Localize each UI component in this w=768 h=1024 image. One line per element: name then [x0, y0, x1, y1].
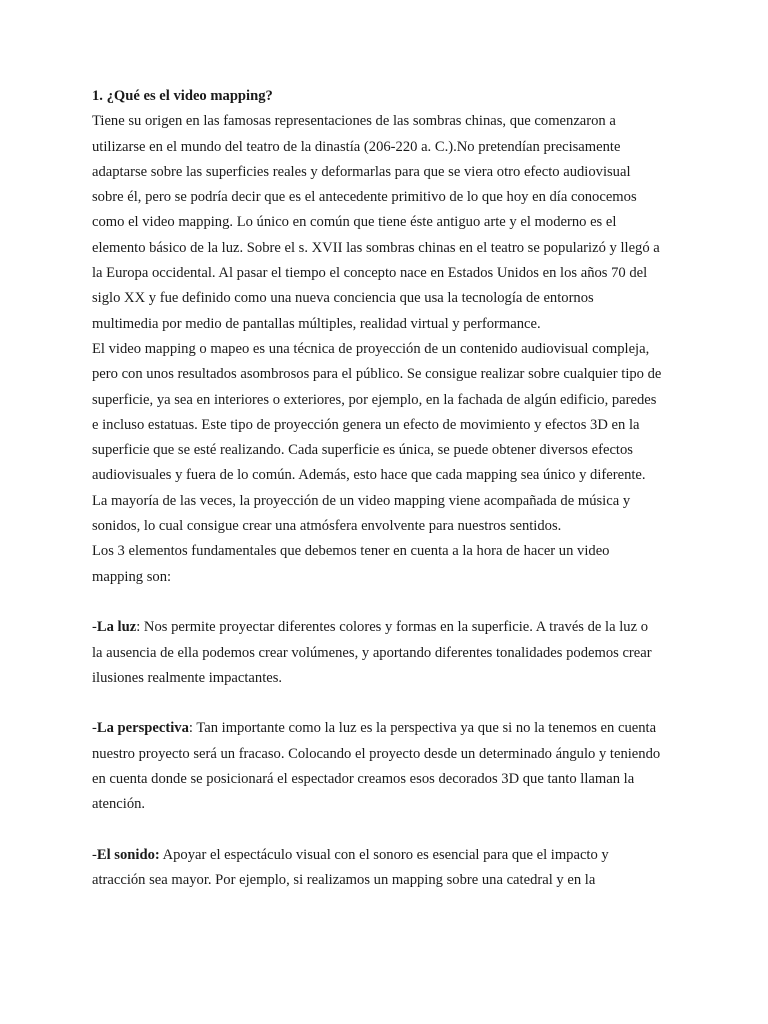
spacer — [92, 691, 662, 716]
paragraph-origin: Tiene su origen en las famosas representaciones de las sombras chinas, que comenzaron a utilizarse en el mundo del teatro de la dinastía (206-220 a. C.).No pretendían precisamente adaptarse sobre las superficies reales y deformarlas para que se viera otro efecto audiovisual sobre él, pero se podría decir que es el antecedente primitivo de lo que hoy en día conocemos como el video mapping. Lo único en común que tiene éste antiguo arte y el moderno es el elemento básico de la luz. Sobre el s. XVII las sombras chinas en el teatro se popularizó y llegó a la Europa occidental. Al pasar el tiempo el concepto nace en Estados Unidos en los años 70 del siglo XX y fue definido como una nueva conciencia que usa la tecnología de entornos multimedia por medio de pantallas múltiples, realidad virtual y performance. — [92, 113, 660, 332]
spacer — [92, 590, 662, 615]
element-text: : Nos permite proyectar diferentes colores y formas en la superficie. A través de la luz o la ausencia de ella podemos crear volúmenes, y aportando diferentes tonalidades podemos crear ilusiones realmente impactantes. — [92, 619, 652, 686]
element-text: Apoyar el espectáculo visual con el sonoro es esencial para que el impacto y atracción sea mayor. Por ejemplo, si realizamos un mapping sobre una catedral y en la — [92, 846, 609, 889]
paragraph-definition: El video mapping o mapeo es una técnica de proyección de un contenido audiovisual compleja, pero con unos resultados asombrosos para el público. Se consigue realizar sobre cualquier tipo de superficie, ya sea en interiores o exteriores, por ejemplo, en la fachada de algún edificio, paredes e incluso estatuas. Este tipo de proyección genera un efecto de movimiento y efectos 3D en la superficie que se esté realizando. Cada superficie es única, se puede obtener diversos efectos audiovisuales y fuera de lo común. Además, esto hace que cada mapping sea único y diferente. — [92, 340, 662, 484]
element-term: La perspectiva — [96, 720, 189, 737]
section-heading: 1. ¿Qué es el video mapping? — [92, 88, 273, 104]
element-sound — [92, 843, 662, 894]
element-term: El sonido: — [96, 846, 160, 863]
paragraph-elements-intro: Los 3 elementos fundamentales que debemos tener en cuenta a la hora de hacer un video mapping son: — [92, 543, 610, 585]
element-perspective — [92, 716, 662, 817]
element-light — [92, 615, 662, 691]
element-prefix: - — [92, 720, 97, 737]
element-text: : Tan importante como la luz es la perspectiva ya que si no la tenemos en cuenta nuestro proyecto será un fracaso. Colocando el proyecto desde un determinado ángulo y teniendo en cuenta donde se posicionará el espectador creamos esos decorados 3D que tanto llaman la atención. — [92, 720, 661, 813]
element-term: La luz — [96, 619, 137, 636]
element-prefix: - — [92, 619, 97, 636]
document-body — [92, 84, 662, 894]
spacer — [92, 818, 662, 843]
element-prefix: - — [92, 846, 97, 863]
paragraph-music: La mayoría de las veces, la proyección de un video mapping viene acompañada de música y sonidos, lo cual consigue crear una atmósfera envolvente para nuestros sentidos. — [92, 492, 631, 535]
